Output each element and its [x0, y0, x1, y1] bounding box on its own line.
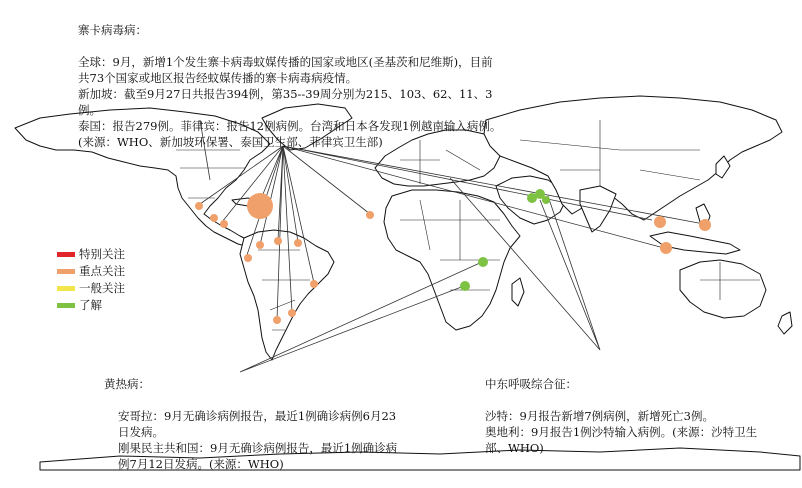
- legend-swatch: [57, 269, 75, 274]
- yellow-fever-text: 安哥拉：9月无确诊病例报告，最近1例确诊病例6月23日发病。 刚果民主共和国：9月无确诊病例报告，最近1例确诊病例7月12日发病。(来源：WHO): [118, 409, 398, 471]
- yellow-fever-title: 黄热病：: [104, 377, 150, 391]
- legend-swatch: [57, 303, 75, 308]
- marker-angola[interactable]: [460, 281, 470, 291]
- zika-annotation: [78, 6, 503, 166]
- marker-saudi-3[interactable]: [542, 196, 550, 204]
- legend: [57, 246, 125, 314]
- marker-central-america-1[interactable]: [210, 214, 218, 222]
- mers-title: 中东呼吸综合征：: [485, 377, 577, 391]
- legend-swatch: [57, 252, 75, 257]
- marker-peru[interactable]: [273, 316, 281, 324]
- marker-thailand[interactable]: [654, 216, 666, 228]
- legend-item: [57, 297, 125, 314]
- marker-caribbean[interactable]: [247, 193, 273, 219]
- legend-label: 了解: [79, 298, 102, 312]
- marker-colombia[interactable]: [244, 254, 252, 262]
- marker-drc[interactable]: [478, 257, 488, 267]
- marker-guyana[interactable]: [274, 237, 282, 245]
- marker-philippines[interactable]: [699, 219, 711, 231]
- marker-singapore[interactable]: [660, 242, 672, 254]
- legend-item: [57, 246, 125, 263]
- legend-item: [57, 263, 125, 280]
- marker-mexico[interactable]: [195, 202, 203, 210]
- legend-swatch: [57, 286, 75, 291]
- marker-central-america-2[interactable]: [220, 220, 228, 228]
- zika-text: 全球：9月，新增1个发生寨卡病毒蚊媒传播的国家或地区(圣基茨和尼维斯)，目前共73个国家或地区报告经蚊媒传播的寨卡病毒病疫情。 新加坡：截至9月27日共报告394例，第35--39周分别为215、103、62、11、3例。 泰国：报告279例。菲律宾：报告12例病例。台湾和日本各发现1例越南输入病例。(来源：WHO、新加坡环保署、泰国卫生部、菲律宾卫生部): [78, 55, 502, 149]
- marker-venezuela[interactable]: [256, 241, 264, 249]
- marker-cape-verde[interactable]: [366, 211, 374, 219]
- new-zealand: [778, 312, 792, 334]
- legend-label: 重点关注: [79, 264, 125, 278]
- legend-label: 一般关注: [79, 281, 125, 295]
- marker-brazil-north[interactable]: [294, 239, 302, 247]
- legend-item: [57, 280, 125, 297]
- yellow-fever-annotation: [104, 360, 404, 488]
- mers-text: 沙特：9月报告新增7例病例，新增死亡3例。 奥地利：9月报告1例沙特输入病例。(来源：沙特卫生部、WHO): [485, 409, 758, 455]
- legend-label: 特别关注: [79, 247, 125, 261]
- australia: [680, 260, 766, 318]
- south-america: [240, 230, 334, 360]
- marker-paraguay[interactable]: [288, 309, 296, 317]
- madagascar: [512, 278, 524, 306]
- zika-title: 寨卡病毒病：: [78, 23, 147, 37]
- marker-brazil[interactable]: [310, 280, 318, 288]
- mers-annotation: [485, 360, 770, 472]
